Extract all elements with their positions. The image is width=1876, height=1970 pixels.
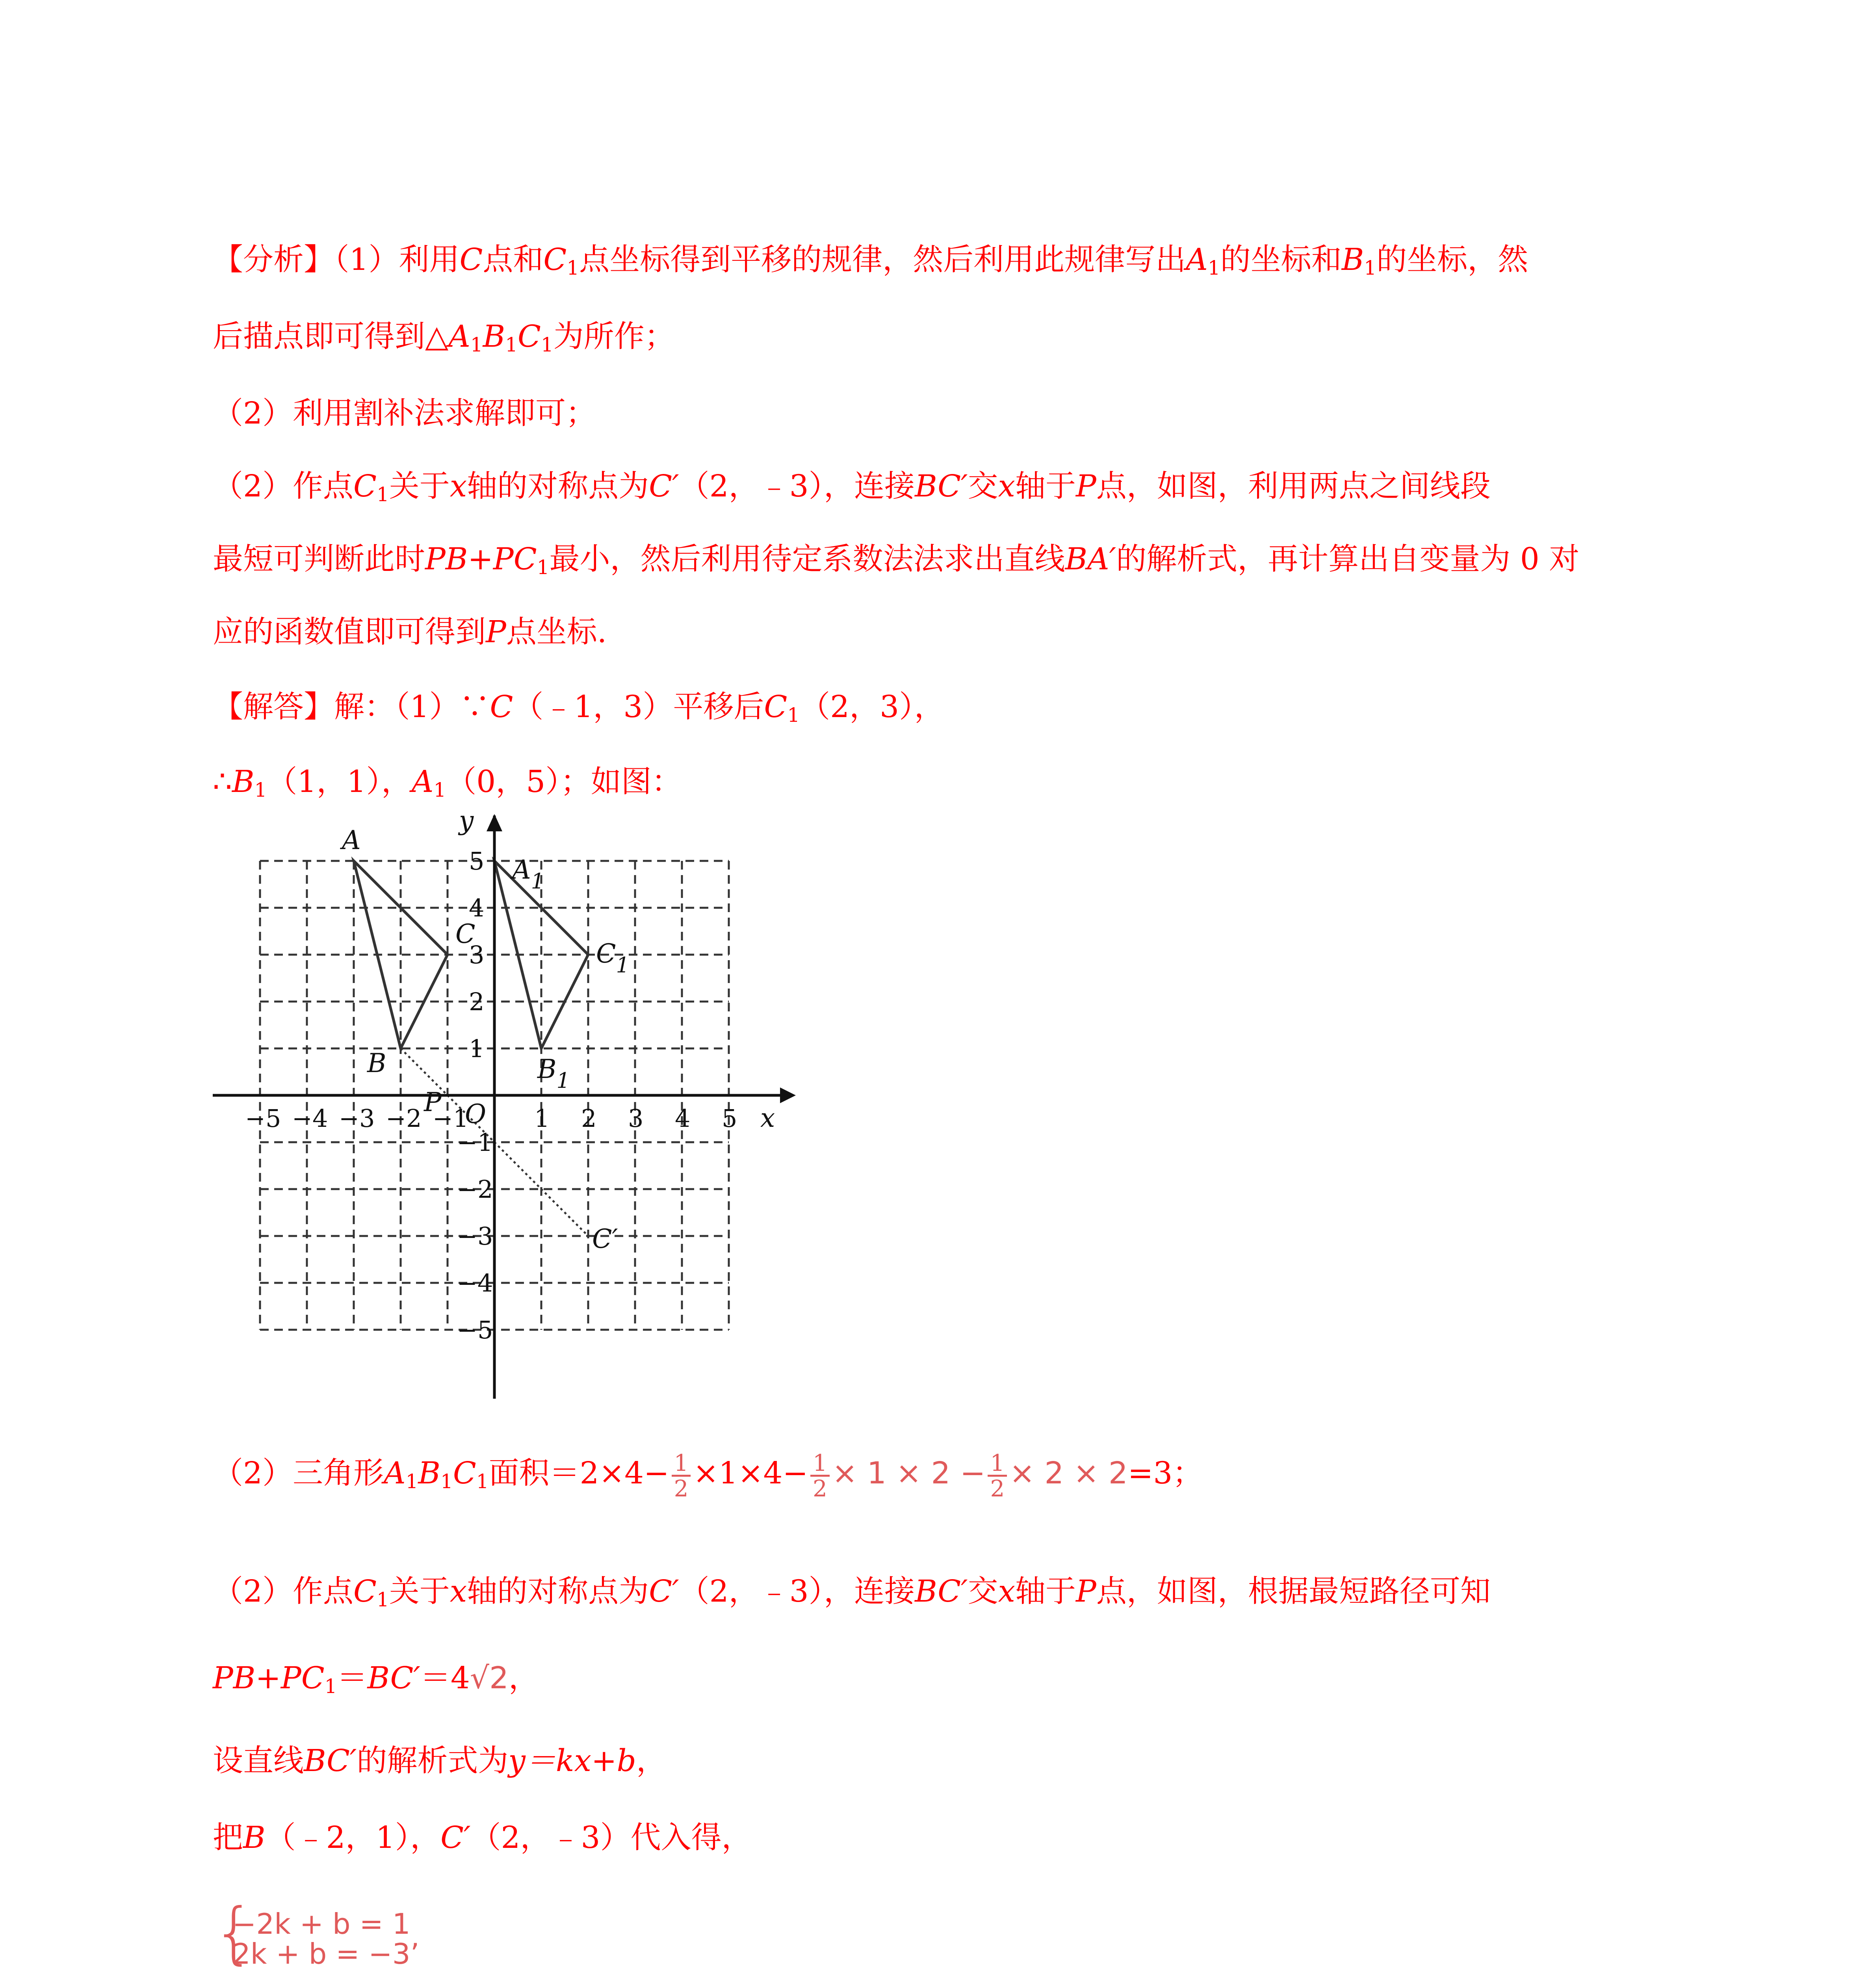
point-label-sub: 1: [531, 869, 545, 894]
fraction-half-2: $\frac{1}{2}$: [810, 1451, 830, 1500]
x-tick-label: 1: [534, 1104, 550, 1133]
y-tick-label: 5: [469, 847, 485, 875]
y-tick-label: −5: [457, 1316, 493, 1344]
point-label-sub: 1: [556, 1068, 570, 1093]
y-tick-label: 1: [469, 1034, 485, 1063]
point-label-sub: 1: [616, 953, 630, 978]
fraction-half-1: $\frac{1}{2}$: [672, 1451, 691, 1500]
coordinate-grid-figure: [213, 812, 804, 1411]
system-1-row-1: −2k + b = 1: [232, 1907, 410, 1940]
answer-line-5: $PB+PC_1=BC'=4√2$，: [213, 1661, 539, 1698]
x-tick-label: 3: [628, 1104, 644, 1133]
x-tick-label: −4: [292, 1104, 328, 1133]
x-tick-label: 2: [581, 1104, 597, 1133]
point-label-p: P: [424, 1087, 442, 1117]
answer-line-1: 【解答】解：（1）∵C（﹣1，3）平移后$C_1(2$，3），: [213, 690, 945, 727]
x-tick-label: 4: [675, 1104, 691, 1133]
y-tick-label: −2: [457, 1175, 493, 1204]
fraction-half-3: $\frac{1}{2}$: [988, 1451, 1007, 1500]
point-label-a: A: [342, 825, 361, 855]
answer-area-line: （2）三角形$A_1B_1C_1$面积＝2×4− $\frac{1}{2}$ ×1×4− $\frac{1}{2}$ × 1 × 2 − $\frac{1}{2}$ × 2 × 2=3；: [213, 1449, 1203, 1502]
point-label-cp: C′: [592, 1224, 618, 1254]
analysis-line-2: 后描点即可得到$\triangle A_1B_1C_1$为所作；: [213, 319, 675, 356]
analysis-line-3: （2）利用割补法求解即可；: [213, 396, 596, 431]
point-label-c: C: [455, 919, 476, 949]
x-tick-label: −2: [386, 1104, 422, 1133]
point-label-b1: $B_1$: [537, 1054, 570, 1093]
analysis-line-5: 最短可判断此时$PB+PC_1$最小，然后利用待定系数法法求出直线BA′的解析式，再计算出自变量为 0 对: [213, 542, 1580, 579]
x-tick-label: 5: [722, 1104, 737, 1133]
point-label-b: B: [367, 1048, 386, 1078]
x-tick-label: −1: [433, 1104, 469, 1133]
y-tick-label: −4: [457, 1269, 493, 1297]
point-label-a1: $A_1$: [512, 855, 545, 894]
answer-line-2: $\therefore B_1(1$，1），$A_1(0$，5）；如图：: [213, 764, 682, 801]
answer-line-7: 把B（﹣2，1），C′（2，﹣3）代入得，: [213, 1820, 752, 1855]
x-tick-label: −5: [245, 1104, 281, 1133]
sqrt-two: √2: [470, 1661, 509, 1696]
analysis-label: 【分析】: [213, 242, 334, 277]
answer-line-4: （2）作点$C_1$关于x轴的对称点为C′（2，﹣3），连接BC′交x轴于P点，如图，根据最短路径可知: [213, 1574, 1491, 1611]
y-tick-label: −1: [457, 1128, 493, 1157]
equation-system-1: { −2k + b = 1 2k + b = −3’: [213, 1894, 420, 1970]
y-axis-label: y: [459, 812, 474, 836]
y-axis-arrow-icon: [487, 814, 502, 831]
x-axis-label: x: [760, 1103, 775, 1133]
y-tick-label: 4: [469, 894, 485, 922]
y-tick-label: 3: [469, 940, 485, 969]
system-1-row-2: 2k + b = −3’: [232, 1937, 420, 1970]
y-tick-label: −3: [457, 1222, 493, 1251]
analysis-line-6: 应的函数值即可得到P点坐标.: [213, 615, 607, 650]
y-tick-label: 2: [469, 987, 485, 1016]
x-tick-label: −3: [339, 1104, 375, 1133]
x-axis-arrow-icon: [780, 1087, 796, 1103]
answer-line-6: 设直线BC′的解析式为y＝kx+b，: [213, 1743, 667, 1779]
analysis-line-1: 【分析】（1）利用C点和$C_1$点坐标得到平移的规律，然后利用此规律写出$A_1$的坐标和$B_1$的坐标，然: [213, 242, 1528, 279]
answer-label: 【解答】: [213, 690, 334, 725]
analysis-line-4: （2）作点$C_1$关于x轴的对称点为C′（2，﹣3），连接BC′交x轴于P点，如图，利用两点之间线段: [213, 469, 1491, 506]
point-label-c1: $C_1$: [596, 939, 630, 978]
origin-label: O: [465, 1099, 487, 1129]
